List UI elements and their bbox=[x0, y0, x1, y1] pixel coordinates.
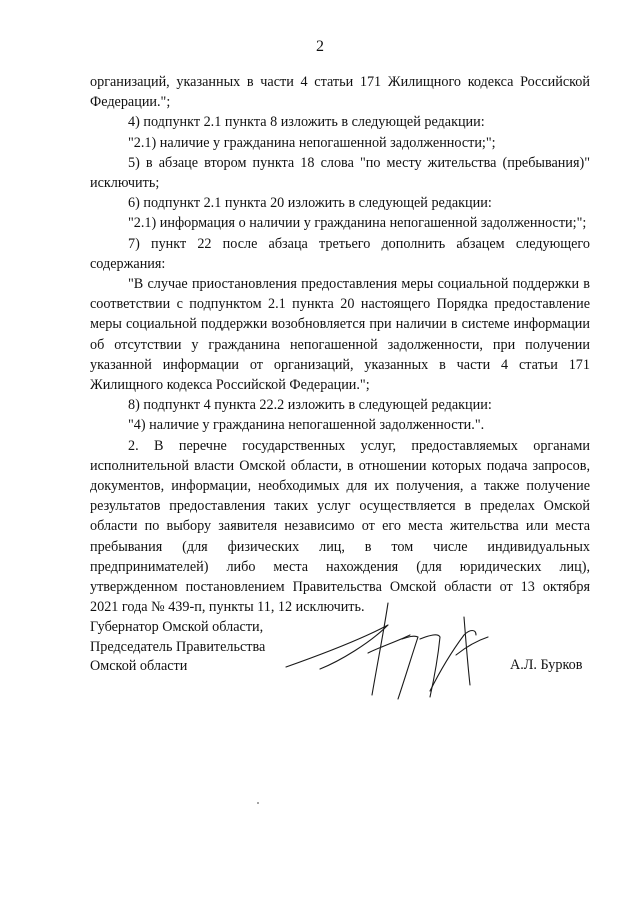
signatory-title-line: Омской области bbox=[90, 658, 188, 674]
paragraph: "2.1) наличие у гражданина непогашенной задолженности;"; bbox=[128, 134, 496, 151]
paragraph: 7) пункт 22 после абзаца третьего дополнить абзацем следующего содержания: bbox=[90, 235, 590, 272]
paragraph: 2. В перечне государственных услуг, предоставляемых органами исполнительной власти Омской области, в отношении которых подача запросов, документов, информации, необходимых для их получения, а также получение результатов предоставления таких услуг осуществляется в пределах Омской области по выбору заявителя независимо от его места жительства или места пребывания (для физических лиц, в том числе индивидуальных предпринимателей) либо места нахождения (для юридических лиц), утвержденном постановлением Правительства Омской области от 13 октября 2021 года № 439-п, пункты 11, 12 исключить. bbox=[90, 437, 590, 616]
paragraph: "2.1) информация о наличии у гражданина непогашенной задолженности;"; bbox=[128, 215, 587, 232]
paragraph: 4) подпункт 2.1 пункта 8 изложить в следующей редакции: bbox=[128, 114, 485, 131]
paragraph: организаций, указанных в части 4 статьи 171 Жилищного кодекса Российской Федерации."; bbox=[90, 74, 590, 111]
paragraph: "4) наличие у гражданина непогашенной задолженности.". bbox=[128, 417, 485, 434]
paragraph: 8) подпункт 4 пункта 22.2 изложить в следующей редакции: bbox=[128, 397, 492, 414]
paragraph: 5) в абзаце втором пункта 18 слова "по месту жительства (пребывания)" исключить; bbox=[90, 154, 590, 192]
paragraph: "В случае приостановления предоставления меры социальной поддержки в соответствии с подпунктом 2.1 пункта 20 настоящего Порядка предоставление меры социальной поддержки возобновляется при наличии в системе информации об отсутствии у гражданина непогашенной задолженности, при получении указанной информации от организаций, указанных в части 4 статьи 171 Жилищного кодекса Российской Федерации."; bbox=[90, 276, 590, 394]
signatory-title bbox=[90, 618, 265, 677]
signatory-title-line: Губернатор Омской области, bbox=[90, 619, 264, 635]
handwritten-signature bbox=[280, 595, 510, 710]
document-body bbox=[90, 72, 590, 617]
scan-speck bbox=[257, 802, 259, 804]
paragraph: 6) подпункт 2.1 пункта 20 изложить в следующей редакции: bbox=[128, 195, 492, 212]
signatory-title-line: Председатель Правительства bbox=[90, 638, 266, 655]
page-number: 2 bbox=[316, 38, 324, 55]
signer-name: А.Л. Бурков bbox=[510, 657, 583, 673]
